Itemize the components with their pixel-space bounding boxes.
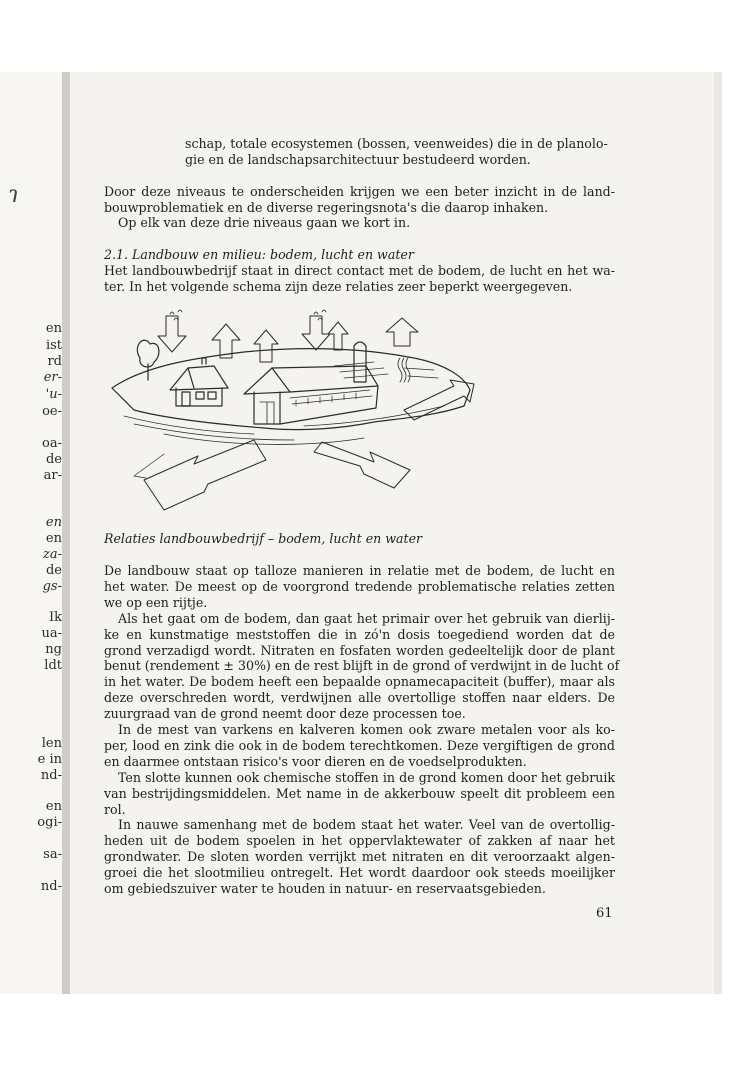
tree-icon bbox=[137, 340, 159, 380]
outflow-arrow-icon bbox=[134, 380, 474, 510]
ground-lines-icon bbox=[124, 406, 444, 444]
up-arrow-icon bbox=[212, 318, 418, 362]
body-line: De landbouw staat op talloze manieren in relatie met de bodem, de lucht en bbox=[104, 563, 615, 578]
body-line: om gebiedszuiver water te houden in natuur- en reservaatsgebieden. bbox=[104, 881, 546, 896]
landscape-outline-icon bbox=[112, 349, 470, 430]
body-line: we op een rijtje. bbox=[104, 594, 208, 610]
body-line: Als het gaat om de bodem, dan gaat het primair over het gebruik van dierlij- bbox=[118, 610, 615, 626]
body-line: ke en kunstmatige meststoffen die in zó'n dosis toegediend worden dat de bbox=[104, 626, 615, 642]
section-line-2: ter. In het volgende schema zijn deze relaties zeer beperkt weergegeven. bbox=[104, 279, 573, 294]
body-line: van bestrijdingsmiddelen. Met name in de akkerbouw speelt dit probleem een bbox=[104, 785, 615, 801]
body-line: benut (rendement ± 30%) en de rest blijft in de grond of verdwijnt in de lucht of bbox=[104, 658, 620, 674]
body-line: zuurgraad van de grond neemt door deze processen toe. bbox=[104, 706, 466, 722]
figure-caption: Relaties landbouwbedrijf – bodem, lucht en water bbox=[104, 531, 423, 546]
facing-page-fragment: ogi- bbox=[37, 815, 62, 830]
facing-page-fragment: oa- bbox=[42, 436, 62, 451]
facing-page-fragment: nd- bbox=[40, 879, 62, 894]
facing-page-fragment: ldt bbox=[44, 658, 62, 673]
facing-page-fragment: ng bbox=[45, 642, 62, 657]
facing-page-fragment: len bbox=[41, 736, 62, 751]
section-heading: 2.1. Landbouw en milieu: bodem, lucht en water bbox=[104, 247, 414, 262]
facing-page-fragment: ist bbox=[45, 338, 62, 353]
body-line: per, lood en zink die ook in de bodem terechtkomen. Deze vergiftigen de grond bbox=[104, 737, 615, 753]
intro-paragraph-line-3: Op elk van deze drie niveaus gaan we kort in. bbox=[118, 215, 411, 230]
intro-paragraph-line-1: Door deze niveaus te onderscheiden krijgen we een beter inzicht in de land- bbox=[104, 184, 615, 199]
body-line: rol. bbox=[104, 801, 126, 817]
facing-page-fragment: er- bbox=[43, 370, 62, 385]
intro-line-1: schap, totale ecosystemen (bossen, veenweides) die in de planolo- bbox=[185, 136, 608, 151]
body-line: en daarmee ontstaan risico's voor dieren en de voedselprodukten. bbox=[104, 753, 527, 769]
fumes-icon bbox=[398, 358, 410, 382]
body-line: Ten slotte kunnen ook chemische stoffen in de grond komen door het gebruik bbox=[118, 769, 615, 785]
field-hatching-icon bbox=[334, 362, 438, 378]
facing-page-fragment: en bbox=[45, 515, 62, 530]
page-edge bbox=[714, 72, 722, 994]
facing-page-fragment: oe- bbox=[42, 404, 62, 419]
body-line: In nauwe samenhang met de bodem staat het water. Veel van de overtollig- bbox=[118, 817, 615, 833]
facing-page-fragment: ar- bbox=[43, 468, 62, 483]
farm-relations-illustration bbox=[104, 306, 484, 518]
body-line: in het water. De bodem heeft een bepaalde opnamecapaciteit (buffer), maar als bbox=[104, 674, 615, 690]
facing-page-fragment: Ik bbox=[48, 610, 62, 625]
body-line: groei die het slootmilieu ontregelt. Het wordt daardoor ook steeds moeilijker bbox=[104, 865, 615, 881]
page-number: 61 bbox=[596, 906, 613, 921]
body-line: grond verzadigd wordt. Nitraten en fosfaten worden gedeeltelijk door de plant bbox=[104, 642, 615, 658]
body-line: heden uit de bodem spoelen in het oppervlaktewater of zakken af naar het bbox=[104, 833, 615, 849]
facing-page-fragment: rd bbox=[47, 354, 62, 369]
facing-page-fragment: 'u- bbox=[45, 387, 62, 402]
down-arrow-icon bbox=[158, 316, 330, 352]
intro-paragraph-line-2: bouwproblematiek en de diverse regeringsnota's die daarop inhaken. bbox=[104, 200, 549, 215]
farmhouse-icon bbox=[170, 358, 228, 406]
facing-page-fragment: za- bbox=[43, 547, 62, 562]
body-line: grondwater. De sloten worden verrijkt met nitraten en dit veroorzaakt algen- bbox=[104, 849, 615, 865]
body-line: het water. De meest op de voorgrond tredende problematische relaties zetten bbox=[104, 578, 615, 594]
body-line: In de mest van varkens en kalveren komen ook zware metalen voor als ko- bbox=[118, 722, 615, 737]
facing-page-fragment: ua- bbox=[41, 626, 62, 641]
book-spine bbox=[62, 72, 70, 994]
facing-page-fragment: e in bbox=[37, 752, 62, 767]
facing-page-fragment: de bbox=[45, 452, 62, 467]
barn-icon bbox=[244, 366, 378, 424]
facing-page-fragment: sa- bbox=[43, 847, 62, 862]
facing-page-fragment: en bbox=[45, 531, 62, 546]
facing-page-fragment: gs- bbox=[42, 579, 62, 594]
body-line: deze overschreden wordt, verdwijnen alle overtollige stoffen naar elders. De bbox=[104, 690, 615, 706]
facing-page-fragment: nd- bbox=[40, 768, 62, 783]
section-line-1: Het landbouwbedrijf staat in direct contact met de bodem, de lucht en het wa- bbox=[104, 263, 615, 278]
drops-icon bbox=[170, 310, 326, 320]
facing-page-fragment: en bbox=[45, 799, 62, 814]
facing-page-ornament: ɿ bbox=[8, 180, 19, 208]
facing-page-fragment: de bbox=[45, 563, 62, 578]
intro-line-2: gie en de landschapsarchitectuur bestudeerd worden. bbox=[185, 152, 531, 167]
facing-page-fragment: en bbox=[45, 321, 62, 336]
